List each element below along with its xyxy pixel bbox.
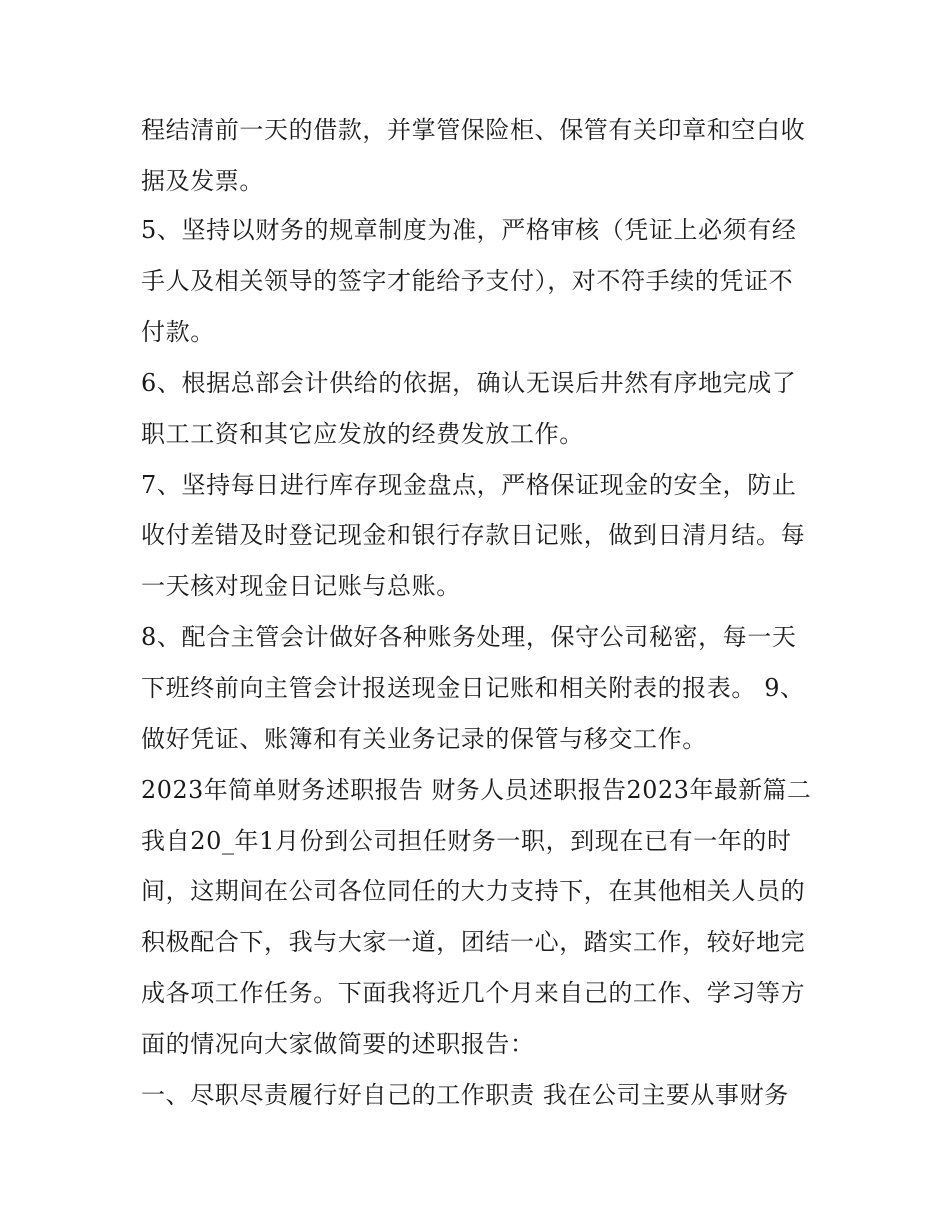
text-line: 程结清前一天的借款，并掌管保险柜、保管有关印章和空白收: [141, 116, 806, 144]
text-line: 6、根据总部会计供给的依据，确认无误后井然有序地完成了: [141, 369, 797, 397]
text-line: 据及发票。: [141, 167, 264, 195]
text-line: 2023年简单财务述职报告 财务人员述职报告2023年最新篇二: [141, 776, 812, 804]
text-line: 付款。: [141, 318, 215, 346]
text-line: 职工工资和其它应发放的经费发放工作。: [141, 420, 584, 448]
text-line: 间，这期间在公司各位同任的大力支持下，在其他相关人员的: [141, 877, 806, 905]
text-line: 积极配合下，我与大家一道，团结一心，踏实工作，较好地完: [141, 928, 806, 956]
text-line: 一天核对现金日记账与总账。: [141, 572, 461, 600]
text-line: 5、坚持以财务的规章制度为准，严格审核（凭证上必须有经: [141, 216, 797, 244]
text-line: 下班终前向主管会计报送现金日记账和相关附表的报表。 9、: [141, 674, 805, 702]
text-line: 面的情况向大家做简要的述职报告：: [141, 1030, 535, 1058]
text-line: 7、坚持每日进行库存现金盘点，严格保证现金的安全，防止: [141, 471, 797, 499]
text-line: 成各项工作任务。下面我将近几个月来自己的工作、学习等方: [141, 979, 806, 1007]
text-line: 一、尽职尽责履行好自己的工作职责 我在公司主要从事财务: [141, 1081, 789, 1109]
text-line: 做好凭证、账簿和有关业务记录的保管与移交工作。: [141, 725, 707, 753]
text-line: 8、配合主管会计做好各种账务处理，保守公司秘密，每一天: [141, 623, 797, 651]
text-line: 收付差错及时登记现金和银行存款日记账，做到日清月结。每: [141, 521, 806, 549]
text-line: 手人及相关领导的签字才能给予支付），对不符手续的凭证不: [141, 267, 794, 295]
text-line: 我自20_年1月份到公司担任财务一职，到现在已有一年的时: [141, 827, 792, 855]
